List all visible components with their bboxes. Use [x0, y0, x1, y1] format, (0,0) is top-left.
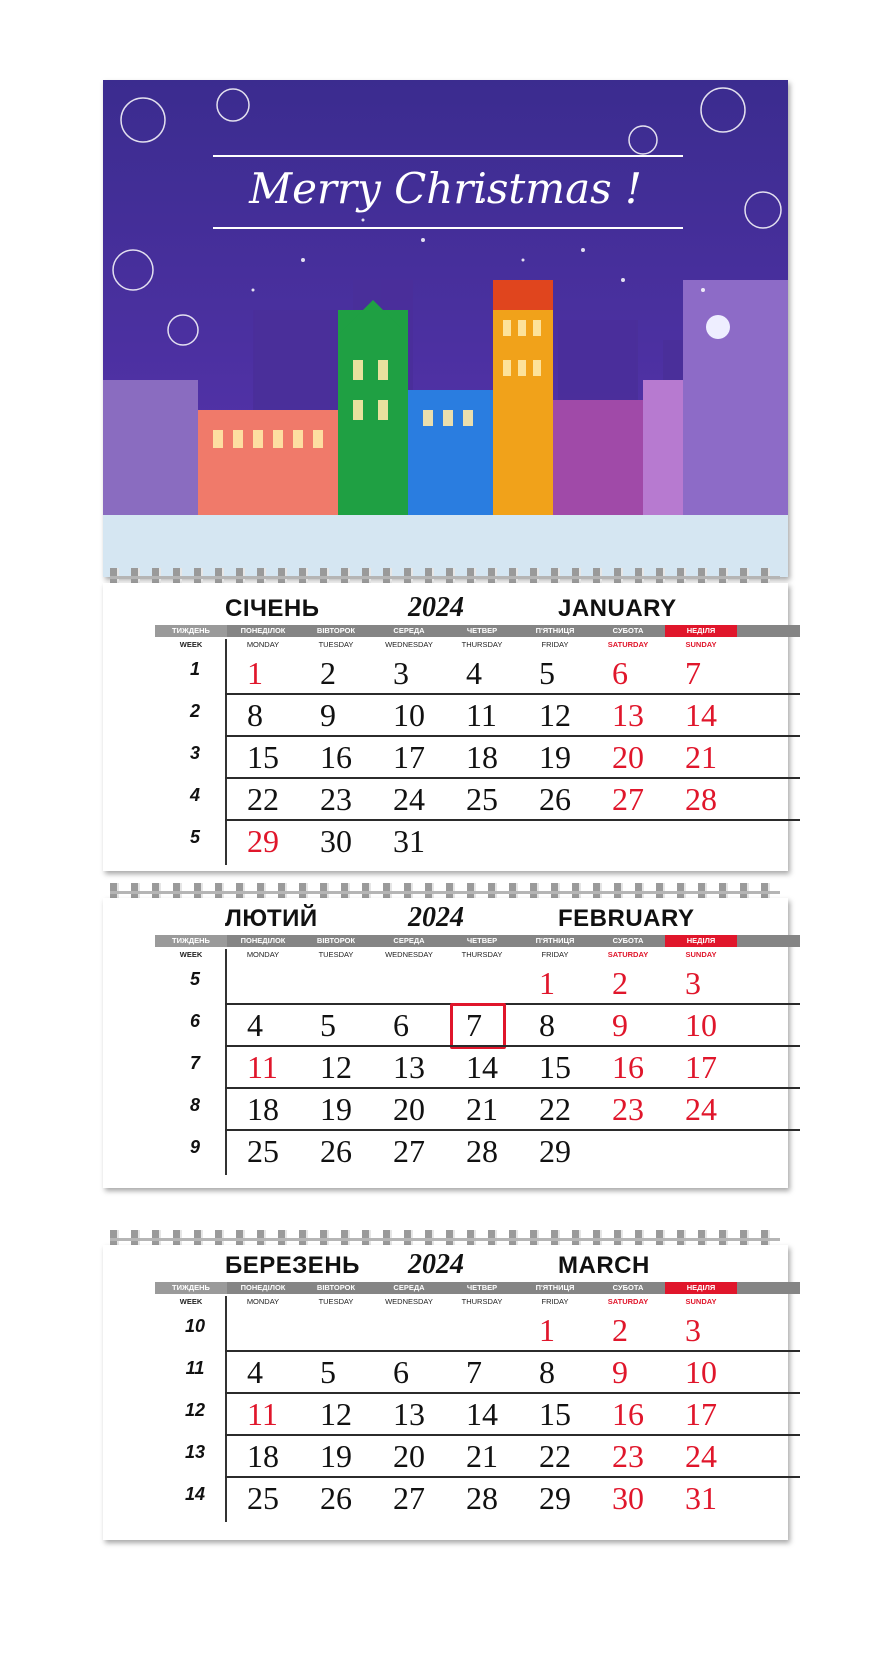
week-row: [155, 1089, 800, 1131]
day-number: 12: [320, 1049, 352, 1085]
day-cell[interactable]: [373, 695, 445, 735]
day-number: 16: [320, 739, 352, 775]
month-year: 2024: [408, 902, 464, 933]
week-number: 14: [184, 1484, 206, 1504]
day-cell[interactable]: [300, 1352, 372, 1392]
weekday-label: ПОНЕДІЛОК: [240, 936, 286, 945]
week-row: [155, 1436, 800, 1478]
day-cell[interactable]: [446, 1131, 518, 1171]
week-row: [155, 1310, 800, 1352]
day-cell[interactable]: [519, 1352, 591, 1392]
weekday-header-en: [155, 639, 800, 651]
day-cell[interactable]: [300, 1131, 372, 1171]
day-number: 15: [539, 1049, 571, 1085]
day-cell[interactable]: [519, 695, 591, 735]
day-number: 3: [685, 1312, 701, 1348]
weekday-label: СЕРЕДА: [393, 1283, 425, 1292]
day-number: 20: [393, 1091, 425, 1127]
christmas-town-illustration: [103, 80, 788, 577]
week-row: [155, 821, 800, 863]
month-name-ua: БЕРЕЗЕНЬ: [225, 1252, 360, 1279]
weekday-label: НЕДІЛЯ: [665, 1282, 737, 1294]
day-cell[interactable]: [519, 737, 591, 777]
day-number: 13: [612, 697, 644, 733]
day-number: 2: [612, 965, 628, 1001]
weekday-label-en: WEEK: [179, 950, 203, 959]
weekday-label: СУБОТА: [612, 936, 644, 945]
day-cell[interactable]: [665, 653, 737, 693]
week-row: [155, 1352, 800, 1394]
day-number: 1: [539, 965, 555, 1001]
weekday-label-en: THURSDAY: [461, 640, 503, 649]
weekday-header-ua: [155, 935, 800, 947]
day-cell[interactable]: [519, 963, 591, 1003]
week-row: [155, 1005, 800, 1047]
day-number: 16: [612, 1396, 644, 1432]
day-cell[interactable]: [373, 1436, 445, 1476]
day-cell[interactable]: [665, 1005, 737, 1045]
weekday-label-en: WEDNESDAY: [385, 640, 433, 649]
week-number: 10: [184, 1316, 206, 1336]
day-cell[interactable]: [592, 653, 664, 693]
day-cell[interactable]: [519, 1478, 591, 1518]
day-cell[interactable]: [665, 695, 737, 735]
month-year: 2024: [408, 592, 464, 623]
day-number: 23: [320, 781, 352, 817]
day-number: 6: [393, 1354, 409, 1390]
day-cell[interactable]: [300, 1394, 372, 1434]
week-number: 9: [189, 1137, 200, 1157]
day-number: 1: [247, 655, 263, 691]
day-cell[interactable]: [665, 1394, 737, 1434]
day-number: 14: [466, 1049, 498, 1085]
day-cell[interactable]: [227, 1394, 299, 1434]
day-cell[interactable]: [446, 1394, 518, 1434]
day-number: 7: [466, 1354, 482, 1390]
weekday-label-en: THURSDAY: [461, 1297, 503, 1306]
day-number: 26: [320, 1133, 352, 1169]
day-number: 31: [393, 823, 425, 859]
day-number: 5: [320, 1007, 336, 1043]
day-number: 9: [320, 697, 336, 733]
day-cell[interactable]: [227, 1047, 299, 1087]
day-number: 22: [247, 781, 279, 817]
weekday-label: П'ЯТНИЦЯ: [535, 936, 575, 945]
day-number: 19: [320, 1091, 352, 1127]
weekday-label-en: WEEK: [179, 640, 203, 649]
weekday-label-en: SATURDAY: [607, 950, 649, 959]
day-number: 25: [247, 1133, 279, 1169]
day-cell[interactable]: [227, 695, 299, 735]
day-number: 10: [685, 1007, 717, 1043]
week-number: 13: [184, 1442, 206, 1462]
week-row: [155, 737, 800, 779]
day-number: 23: [612, 1438, 644, 1474]
weekday-label: ТИЖДЕНЬ: [155, 1282, 227, 1294]
day-number: 10: [685, 1354, 717, 1390]
weekday-label-en: FRIDAY: [541, 1297, 569, 1306]
week-number: 5: [189, 969, 200, 989]
week-row: [155, 1047, 800, 1089]
month-name-en: JANUARY: [558, 595, 677, 622]
day-cell[interactable]: [446, 1089, 518, 1129]
day-cell[interactable]: [446, 1478, 518, 1518]
weekday-label-en: MONDAY: [246, 640, 280, 649]
day-cell[interactable]: [373, 653, 445, 693]
day-cell[interactable]: [227, 1089, 299, 1129]
day-number: 28: [466, 1480, 498, 1516]
day-number: 31: [685, 1480, 717, 1516]
day-cell[interactable]: [665, 1047, 737, 1087]
week-number: 4: [189, 785, 200, 805]
day-cell[interactable]: [592, 963, 664, 1003]
day-number: 25: [466, 781, 498, 817]
day-cell[interactable]: [227, 1352, 299, 1392]
weekday-label: ВІВТОРОК: [316, 1283, 356, 1292]
weekday-label: П'ЯТНИЦЯ: [535, 626, 575, 635]
week-number: 2: [189, 701, 200, 721]
day-cell[interactable]: [665, 737, 737, 777]
day-cell[interactable]: [300, 1005, 372, 1045]
week-number: 5: [189, 827, 200, 847]
greeting-title: Merry Christmas !: [249, 164, 642, 213]
weekday-label: СЕРЕДА: [393, 626, 425, 635]
month-name-ua: ЛЮТИЙ: [225, 905, 318, 932]
day-number: 26: [539, 781, 571, 817]
day-cell[interactable]: [300, 653, 372, 693]
day-number: 23: [612, 1091, 644, 1127]
weekday-label-en: SUNDAY: [685, 640, 717, 649]
weekday-label: ВІВТОРОК: [316, 936, 356, 945]
week-number: 1: [189, 659, 200, 679]
day-cell[interactable]: [665, 1436, 737, 1476]
day-cell[interactable]: [300, 1089, 372, 1129]
day-number: 22: [539, 1438, 571, 1474]
day-cell[interactable]: [446, 1047, 518, 1087]
day-cell[interactable]: [519, 1310, 591, 1350]
day-cell[interactable]: [446, 653, 518, 693]
day-number: 21: [466, 1438, 498, 1474]
week-number: 3: [189, 743, 200, 763]
day-cell[interactable]: [592, 779, 664, 819]
month-name-en: FEBRUARY: [558, 905, 695, 932]
weekday-label: ЧЕТВЕР: [466, 936, 498, 945]
day-number: 30: [612, 1480, 644, 1516]
day-cell[interactable]: [227, 1005, 299, 1045]
day-cell[interactable]: [665, 1352, 737, 1392]
day-cell[interactable]: [592, 1089, 664, 1129]
day-number: 27: [393, 1480, 425, 1516]
weekday-label-en: FRIDAY: [541, 950, 569, 959]
weekday-label-en: SATURDAY: [607, 640, 649, 649]
day-number: 24: [685, 1438, 717, 1474]
weekday-label: ТИЖДЕНЬ: [155, 625, 227, 637]
day-number: 28: [685, 781, 717, 817]
day-cell[interactable]: [373, 1089, 445, 1129]
weekday-label-en: MONDAY: [246, 1297, 280, 1306]
day-cell[interactable]: [373, 821, 445, 861]
day-cell[interactable]: [373, 1131, 445, 1171]
day-cell[interactable]: [227, 1436, 299, 1476]
weekday-label-en: WEEK: [179, 1297, 203, 1306]
day-number: 7: [685, 655, 701, 691]
weekday-label-en: SATURDAY: [607, 1297, 649, 1306]
week-number: 7: [189, 1053, 200, 1073]
day-number: 8: [247, 697, 263, 733]
day-cell[interactable]: [519, 779, 591, 819]
day-number: 25: [247, 1480, 279, 1516]
day-number: 30: [320, 823, 352, 859]
weekday-label: ЧЕТВЕР: [466, 1283, 498, 1292]
weekday-label-en: FRIDAY: [541, 640, 569, 649]
day-cell[interactable]: [519, 1394, 591, 1434]
day-cell[interactable]: [300, 1047, 372, 1087]
week-row: [155, 1131, 800, 1173]
day-number: 2: [612, 1312, 628, 1348]
day-cell[interactable]: [592, 1310, 664, 1350]
day-number: 18: [247, 1438, 279, 1474]
weekday-label-en: TUESDAY: [318, 950, 354, 959]
day-number: 8: [539, 1354, 555, 1390]
day-number: 19: [320, 1438, 352, 1474]
day-number: 19: [539, 739, 571, 775]
week-number: 12: [184, 1400, 206, 1420]
weekday-label-en: SUNDAY: [685, 950, 717, 959]
day-number: 4: [466, 655, 482, 691]
day-cell[interactable]: [373, 1047, 445, 1087]
day-number: 9: [612, 1354, 628, 1390]
day-cell[interactable]: [519, 1436, 591, 1476]
day-cell[interactable]: [592, 1005, 664, 1045]
weekday-label-en: TUESDAY: [318, 1297, 354, 1306]
day-cell[interactable]: [373, 1478, 445, 1518]
month-year: 2024: [408, 1249, 464, 1280]
current-day-marker: [450, 1003, 506, 1049]
day-cell[interactable]: [592, 695, 664, 735]
day-cell[interactable]: [227, 1131, 299, 1171]
day-number: 20: [393, 1438, 425, 1474]
day-number: 28: [466, 1133, 498, 1169]
week-row: [155, 653, 800, 695]
week-row: [155, 695, 800, 737]
day-number: 21: [466, 1091, 498, 1127]
week-row: [155, 1478, 800, 1520]
day-number: 18: [247, 1091, 279, 1127]
day-number: 18: [466, 739, 498, 775]
day-number: 5: [539, 655, 555, 691]
day-cell[interactable]: [665, 963, 737, 1003]
weekday-label-en: SUNDAY: [685, 1297, 717, 1306]
day-cell[interactable]: [592, 1047, 664, 1087]
day-cell[interactable]: [519, 1131, 591, 1171]
weekday-label-en: MONDAY: [246, 950, 280, 959]
day-cell[interactable]: [227, 653, 299, 693]
day-number: 16: [612, 1049, 644, 1085]
weekday-header-ua: [155, 1282, 800, 1294]
week-row: [155, 779, 800, 821]
day-number: 17: [685, 1396, 717, 1432]
day-number: 29: [247, 823, 279, 859]
day-cell[interactable]: [373, 779, 445, 819]
day-number: 11: [247, 1049, 278, 1085]
day-cell[interactable]: [446, 1436, 518, 1476]
day-cell[interactable]: [373, 1352, 445, 1392]
week-row: [155, 963, 800, 1005]
week-number: 6: [189, 1011, 200, 1031]
day-number: 3: [685, 965, 701, 1001]
day-number: 15: [247, 739, 279, 775]
weekday-label: СУБОТА: [612, 626, 644, 635]
day-number: 24: [393, 781, 425, 817]
weekday-header-en: [155, 949, 800, 961]
weekday-label-en: THURSDAY: [461, 950, 503, 959]
day-cell[interactable]: [300, 695, 372, 735]
day-cell[interactable]: [227, 1478, 299, 1518]
day-number: 2: [320, 655, 336, 691]
day-number: 6: [393, 1007, 409, 1043]
day-number: 20: [612, 739, 644, 775]
day-number: 14: [466, 1396, 498, 1432]
day-number: 5: [320, 1354, 336, 1390]
day-cell[interactable]: [373, 737, 445, 777]
day-cell[interactable]: [665, 779, 737, 819]
day-cell[interactable]: [665, 1478, 737, 1518]
day-number: 12: [539, 697, 571, 733]
day-cell[interactable]: [446, 1352, 518, 1392]
week-row: [155, 1394, 800, 1436]
weekday-label-en: WEDNESDAY: [385, 1297, 433, 1306]
day-number: 17: [393, 739, 425, 775]
day-cell[interactable]: [665, 1310, 737, 1350]
weekday-label: П'ЯТНИЦЯ: [535, 1283, 575, 1292]
weekday-label: ПОНЕДІЛОК: [240, 626, 286, 635]
day-number: 27: [612, 781, 644, 817]
weekday-label: ВІВТОРОК: [316, 626, 356, 635]
month-name-en: MARCH: [558, 1252, 650, 1279]
day-number: 29: [539, 1480, 571, 1516]
day-cell[interactable]: [300, 1436, 372, 1476]
day-cell[interactable]: [227, 821, 299, 861]
weekday-label: ЧЕТВЕР: [466, 626, 498, 635]
day-number: 27: [393, 1133, 425, 1169]
day-number: 13: [393, 1049, 425, 1085]
day-cell[interactable]: [373, 1394, 445, 1434]
day-cell[interactable]: [446, 737, 518, 777]
day-cell[interactable]: [446, 695, 518, 735]
day-number: 12: [320, 1396, 352, 1432]
day-number: 1: [539, 1312, 555, 1348]
weekday-label: ТИЖДЕНЬ: [155, 935, 227, 947]
weekday-label: СЕРЕДА: [393, 936, 425, 945]
day-cell[interactable]: [519, 653, 591, 693]
weekday-label-en: TUESDAY: [318, 640, 354, 649]
day-cell[interactable]: [300, 1478, 372, 1518]
day-number: 7: [466, 1007, 482, 1043]
day-number: 17: [685, 1049, 717, 1085]
weekday-label: НЕДІЛЯ: [665, 625, 737, 637]
day-cell[interactable]: [300, 821, 372, 861]
day-cell[interactable]: [592, 1478, 664, 1518]
day-number: 14: [685, 697, 717, 733]
day-cell[interactable]: [227, 779, 299, 819]
day-number: 15: [539, 1396, 571, 1432]
day-number: 4: [247, 1354, 263, 1390]
day-number: 11: [247, 1396, 278, 1432]
weekday-label-en: WEDNESDAY: [385, 950, 433, 959]
day-cell[interactable]: [665, 1089, 737, 1129]
day-number: 29: [539, 1133, 571, 1169]
day-number: 13: [393, 1396, 425, 1432]
day-cell[interactable]: [519, 1005, 591, 1045]
day-cell[interactable]: [373, 1005, 445, 1045]
day-cell[interactable]: [592, 1394, 664, 1434]
weekday-header-en: [155, 1296, 800, 1308]
day-cell[interactable]: [519, 1089, 591, 1129]
day-cell[interactable]: [446, 779, 518, 819]
day-number: 11: [466, 697, 497, 733]
weekday-label: ПОНЕДІЛОК: [240, 1283, 286, 1292]
day-number: 8: [539, 1007, 555, 1043]
day-number: 10: [393, 697, 425, 733]
day-number: 4: [247, 1007, 263, 1043]
day-cell[interactable]: [300, 779, 372, 819]
day-cell[interactable]: [300, 737, 372, 777]
day-number: 21: [685, 739, 717, 775]
day-number: 3: [393, 655, 409, 691]
day-number: 26: [320, 1480, 352, 1516]
week-number: 8: [189, 1095, 200, 1115]
weekday-label: НЕДІЛЯ: [665, 935, 737, 947]
day-number: 22: [539, 1091, 571, 1127]
day-cell[interactable]: [592, 1352, 664, 1392]
day-cell[interactable]: [446, 1005, 518, 1045]
day-cell[interactable]: [592, 1436, 664, 1476]
day-number: 24: [685, 1091, 717, 1127]
week-number: 11: [185, 1358, 205, 1378]
weekday-label: СУБОТА: [612, 1283, 644, 1292]
month-name-ua: СІЧЕНЬ: [225, 595, 320, 622]
day-cell[interactable]: [519, 1047, 591, 1087]
weekday-header-ua: [155, 625, 800, 637]
day-number: 6: [612, 655, 628, 691]
day-cell[interactable]: [227, 737, 299, 777]
day-number: 9: [612, 1007, 628, 1043]
day-cell[interactable]: [592, 737, 664, 777]
header-banner: [103, 80, 788, 577]
